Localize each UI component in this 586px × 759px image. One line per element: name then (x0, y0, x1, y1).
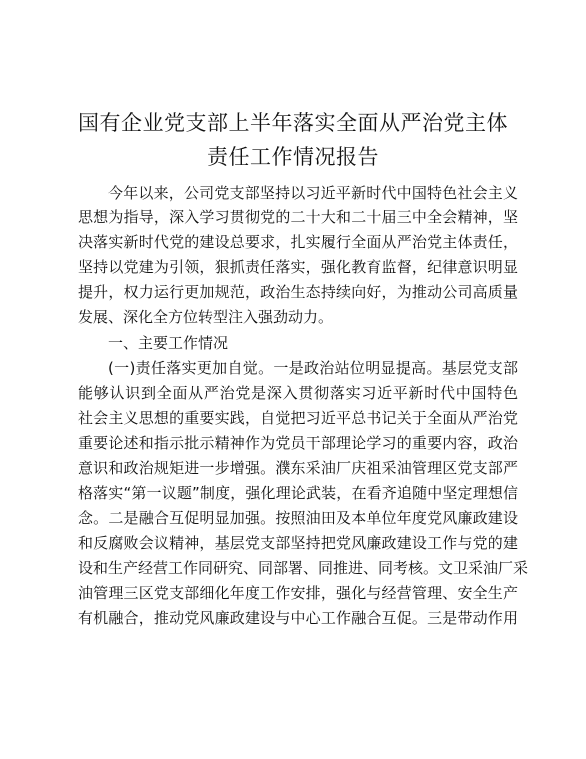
document-title-line-2: 责任工作情况报告 (207, 145, 379, 169)
document-title-line-1: 国有企业党支部上半年落实全面从严治党主体 (78, 111, 508, 135)
body-paragraph-line: 格落实“第一议题”制度，强化理论武装，在看齐追随中坚定理想信 (78, 484, 518, 502)
body-paragraph-line: (一)责任落实更加自觉。一是政治站位明显提高。基层党支部 (108, 359, 518, 377)
intro-paragraph-line: 提升，权力运行更加规范，政治生态持续向好，为推动公司高质量 (78, 283, 518, 301)
intro-paragraph-line: 今年以来，公司党支部坚持以习近平新时代中国特色社会主义 (108, 184, 518, 202)
body-paragraph-line: 有机融合，推动党风廉政建设与中心工作融合互促。三是带动作用 (78, 609, 518, 627)
body-paragraph-line: 能够认识到全面从严治党是深入贯彻落实习近平新时代中国特色 (78, 384, 518, 402)
intro-paragraph-line: 决落实新时代党的建设总要求，扎实履行全面从严治党主体责任， (78, 233, 518, 251)
section-heading: 一、主要工作情况 (108, 334, 229, 352)
body-paragraph-line: 和反腐败会议精神，基层党支部坚持把党风廉政建设工作与党的建 (78, 534, 518, 552)
intro-paragraph-line: 坚持以党建为引领，狠抓责任落实，强化教育监督，纪律意识明显 (78, 258, 518, 276)
body-paragraph-line: 社会主义思想的重要实践，自觉把习近平总书记关于全面从严治党 (78, 409, 518, 427)
intro-paragraph-line: 思想为指导，深入学习贯彻党的二十大和二十届三中全会精神，坚 (78, 208, 518, 226)
body-paragraph-line: 油管理三区党支部细化年度工作安排，强化与经营管理、安全生产 (78, 584, 518, 602)
body-paragraph-line: 重要论述和指示批示精神作为党员干部理论学习的重要内容，政治 (78, 434, 518, 452)
body-paragraph-line: 意识和政治规矩进一步增强。濮东采油厂庆祖采油管理区党支部严 (78, 459, 518, 477)
body-paragraph-line: 念。二是融合互促明显加强。按照油田及本单位年度党风廉政建设 (78, 509, 518, 527)
body-paragraph-line: 设和生产经营工作同研究、同部署、同推进、同考核。文卫采油厂采 (78, 559, 529, 577)
intro-paragraph-line: 发展、深化全方位转型注入强劲动力。 (78, 308, 334, 326)
